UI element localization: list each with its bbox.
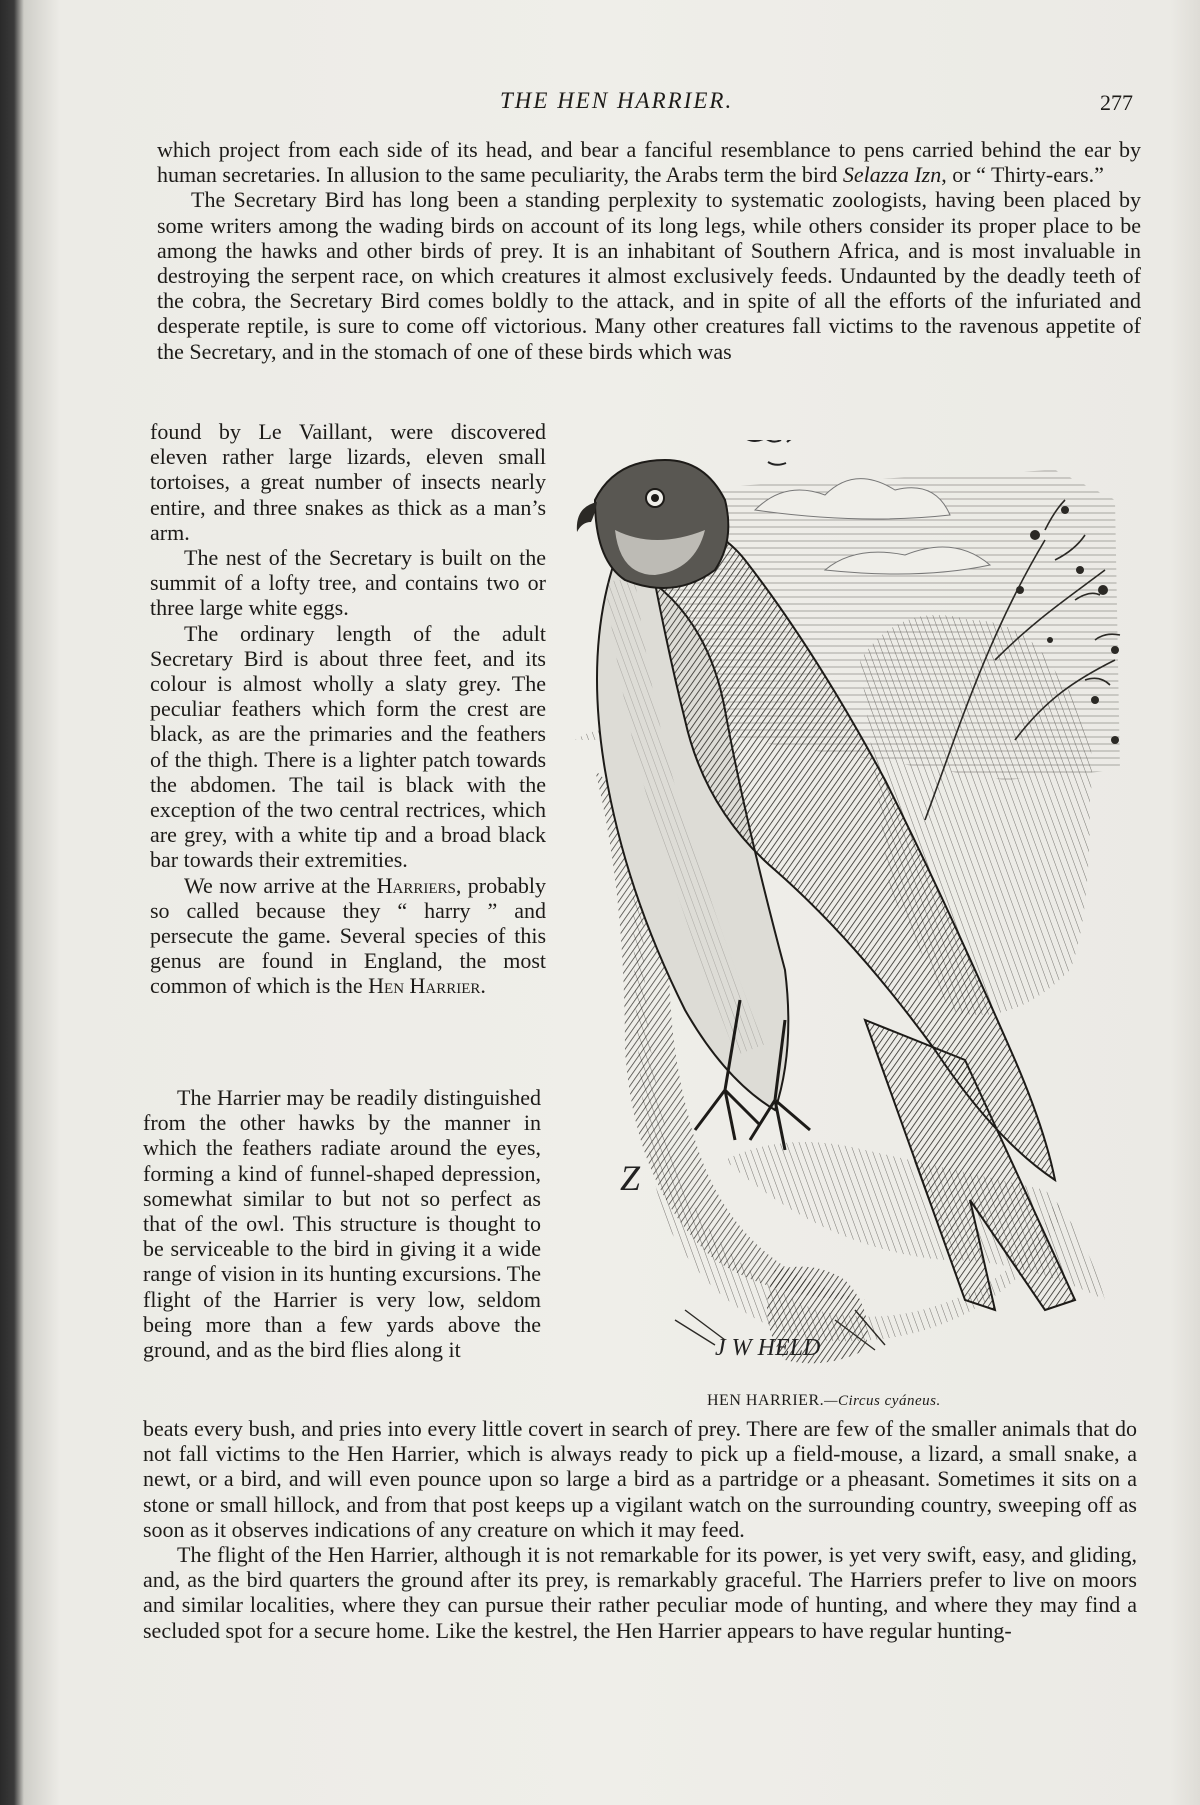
paragraph-6: The Harrier may be readily distinguished from the other hawks by the manner in which the feathers radiate around the eyes, forming a kind of funnel-shaped depression, somewhat similar to but not so perfect as that of the owl. This structure is thought to be serviceable to the bird in giving it a wide range of vision in its hunting excursions. The flight of the Harrier is very low, seldom being more than a few yards above the ground, and as the bird flies along it [143,1085,541,1363]
page-number: 277 [1100,90,1133,115]
paragraph-2-continued: found by Le Vaillant, were discovered eleven rather large lizards, eleven small tortoises, a great number of insects nearly entire, and three snakes as thick as a man’s arm. [150,419,546,545]
paragraph-3: The nest of the Secretary is built on the summit of a lofty tree, and contains two or three large white eggs. [150,545,546,621]
left-column-upper [150,419,546,999]
paragraph-5-text-mid: , probably so called because they “ harry ” and persecute the game. Several species of this genus are found in England, the most common of which is the [150,872,546,999]
paragraph-1-text-end: , or “ Thirty-ears.” [941,162,1104,188]
bottom-text-block [143,1416,1137,1643]
paragraph-1 [157,137,1141,187]
paragraph-5-text-end: . [480,973,486,999]
paragraph-2: The Secretary Bird has long been a standing perplexity to systematic zoologists, having been placed by some writers among the wading birds on account of its long legs, while others consider its proper place to be among the hawks and other birds of prey. It is an inhabitant of Southern Africa, and is most invaluable in destroying the serpent race, on which creatures it almost exclusively feeds. Undaunted by the deadly teeth of the cobra, the Secretary Bird comes boldly to the attack, and in spite of all the efforts of the infuriated and desperate reptile, is sure to come off victorious. Many other creatures fall victims to the ravenous appetite of the Secretary, and in the stomach of one of these birds which was [157,187,1141,364]
paragraph-4: The ordinary length of the adult Secretary Bird is about three feet, and its colour is almost wholly a slaty grey. The peculiar feathers which form the crest are black, as are the primaries and the feathers of the thigh. There is a lighter patch towards the abdomen. The tail is black with the exception of the two central rectrices, which are grey, with a white tip and a broad black bar towards their extremities. [150,620,546,873]
harriers-smallcaps: Harriers [376,872,456,898]
caption-latin-name: —Circus cyáneus. [824,1393,941,1409]
running-title: THE HEN HARRIER. [500,88,734,113]
paragraph-5-text: We now arrive at the [184,872,377,898]
page-header [0,88,1200,124]
engraver-signature: J W HELD [715,1335,821,1361]
monogram-mark: Z [620,1158,641,1198]
paragraph-1-text: which project from each side of its head, and bear a fanciful resemblance to pens carried behind the ear by human secretaries. In allusion to the same peculiarity, the Arabs term the bird [157,137,1141,188]
paragraph-6-continued: beats every bush, and pries into every little covert in search of prey. There are few of the smaller animals that do not fall victims to the Hen Harrier, which is always ready to pick up a field-mouse, a lizard, a small snake, a newt, or a bird, and will even pounce upon so large a bird as a partridge or a pheasant. Sometimes it sits on a stone or small hillock, and from that post keeps up a vigilant watch on the surrounding country, sweeping off as soon as it observes indications of any creature on which it may feed. [143,1416,1137,1542]
figure-caption [707,1392,1127,1410]
caption-title: HEN HARRIER. [707,1392,825,1409]
hen-harrier-engraving-icon [575,440,1145,1400]
paragraph-7: The flight of the Hen Harrier, although it is not remarkable for its power, is yet very swift, easy, and gliding, and, as the bird quarters the ground after its prey, is remarkably graceful. The Harriers prefer to live on moors and similar localities, where they can pursue their rather peculiar mode of hunting, and where they may find a secluded spot for a secure home. Like the kestrel, the Hen Harrier appears to have regular hunting- [143,1542,1137,1643]
hen-harrier-illustration [575,440,1145,1415]
left-column-lower [143,1085,541,1362]
arabic-name: Selazza Izn [842,162,942,188]
hen-harrier-smallcaps: Hen Harrier [368,973,481,999]
paragraph-5 [150,873,546,999]
top-text-block [157,137,1141,364]
